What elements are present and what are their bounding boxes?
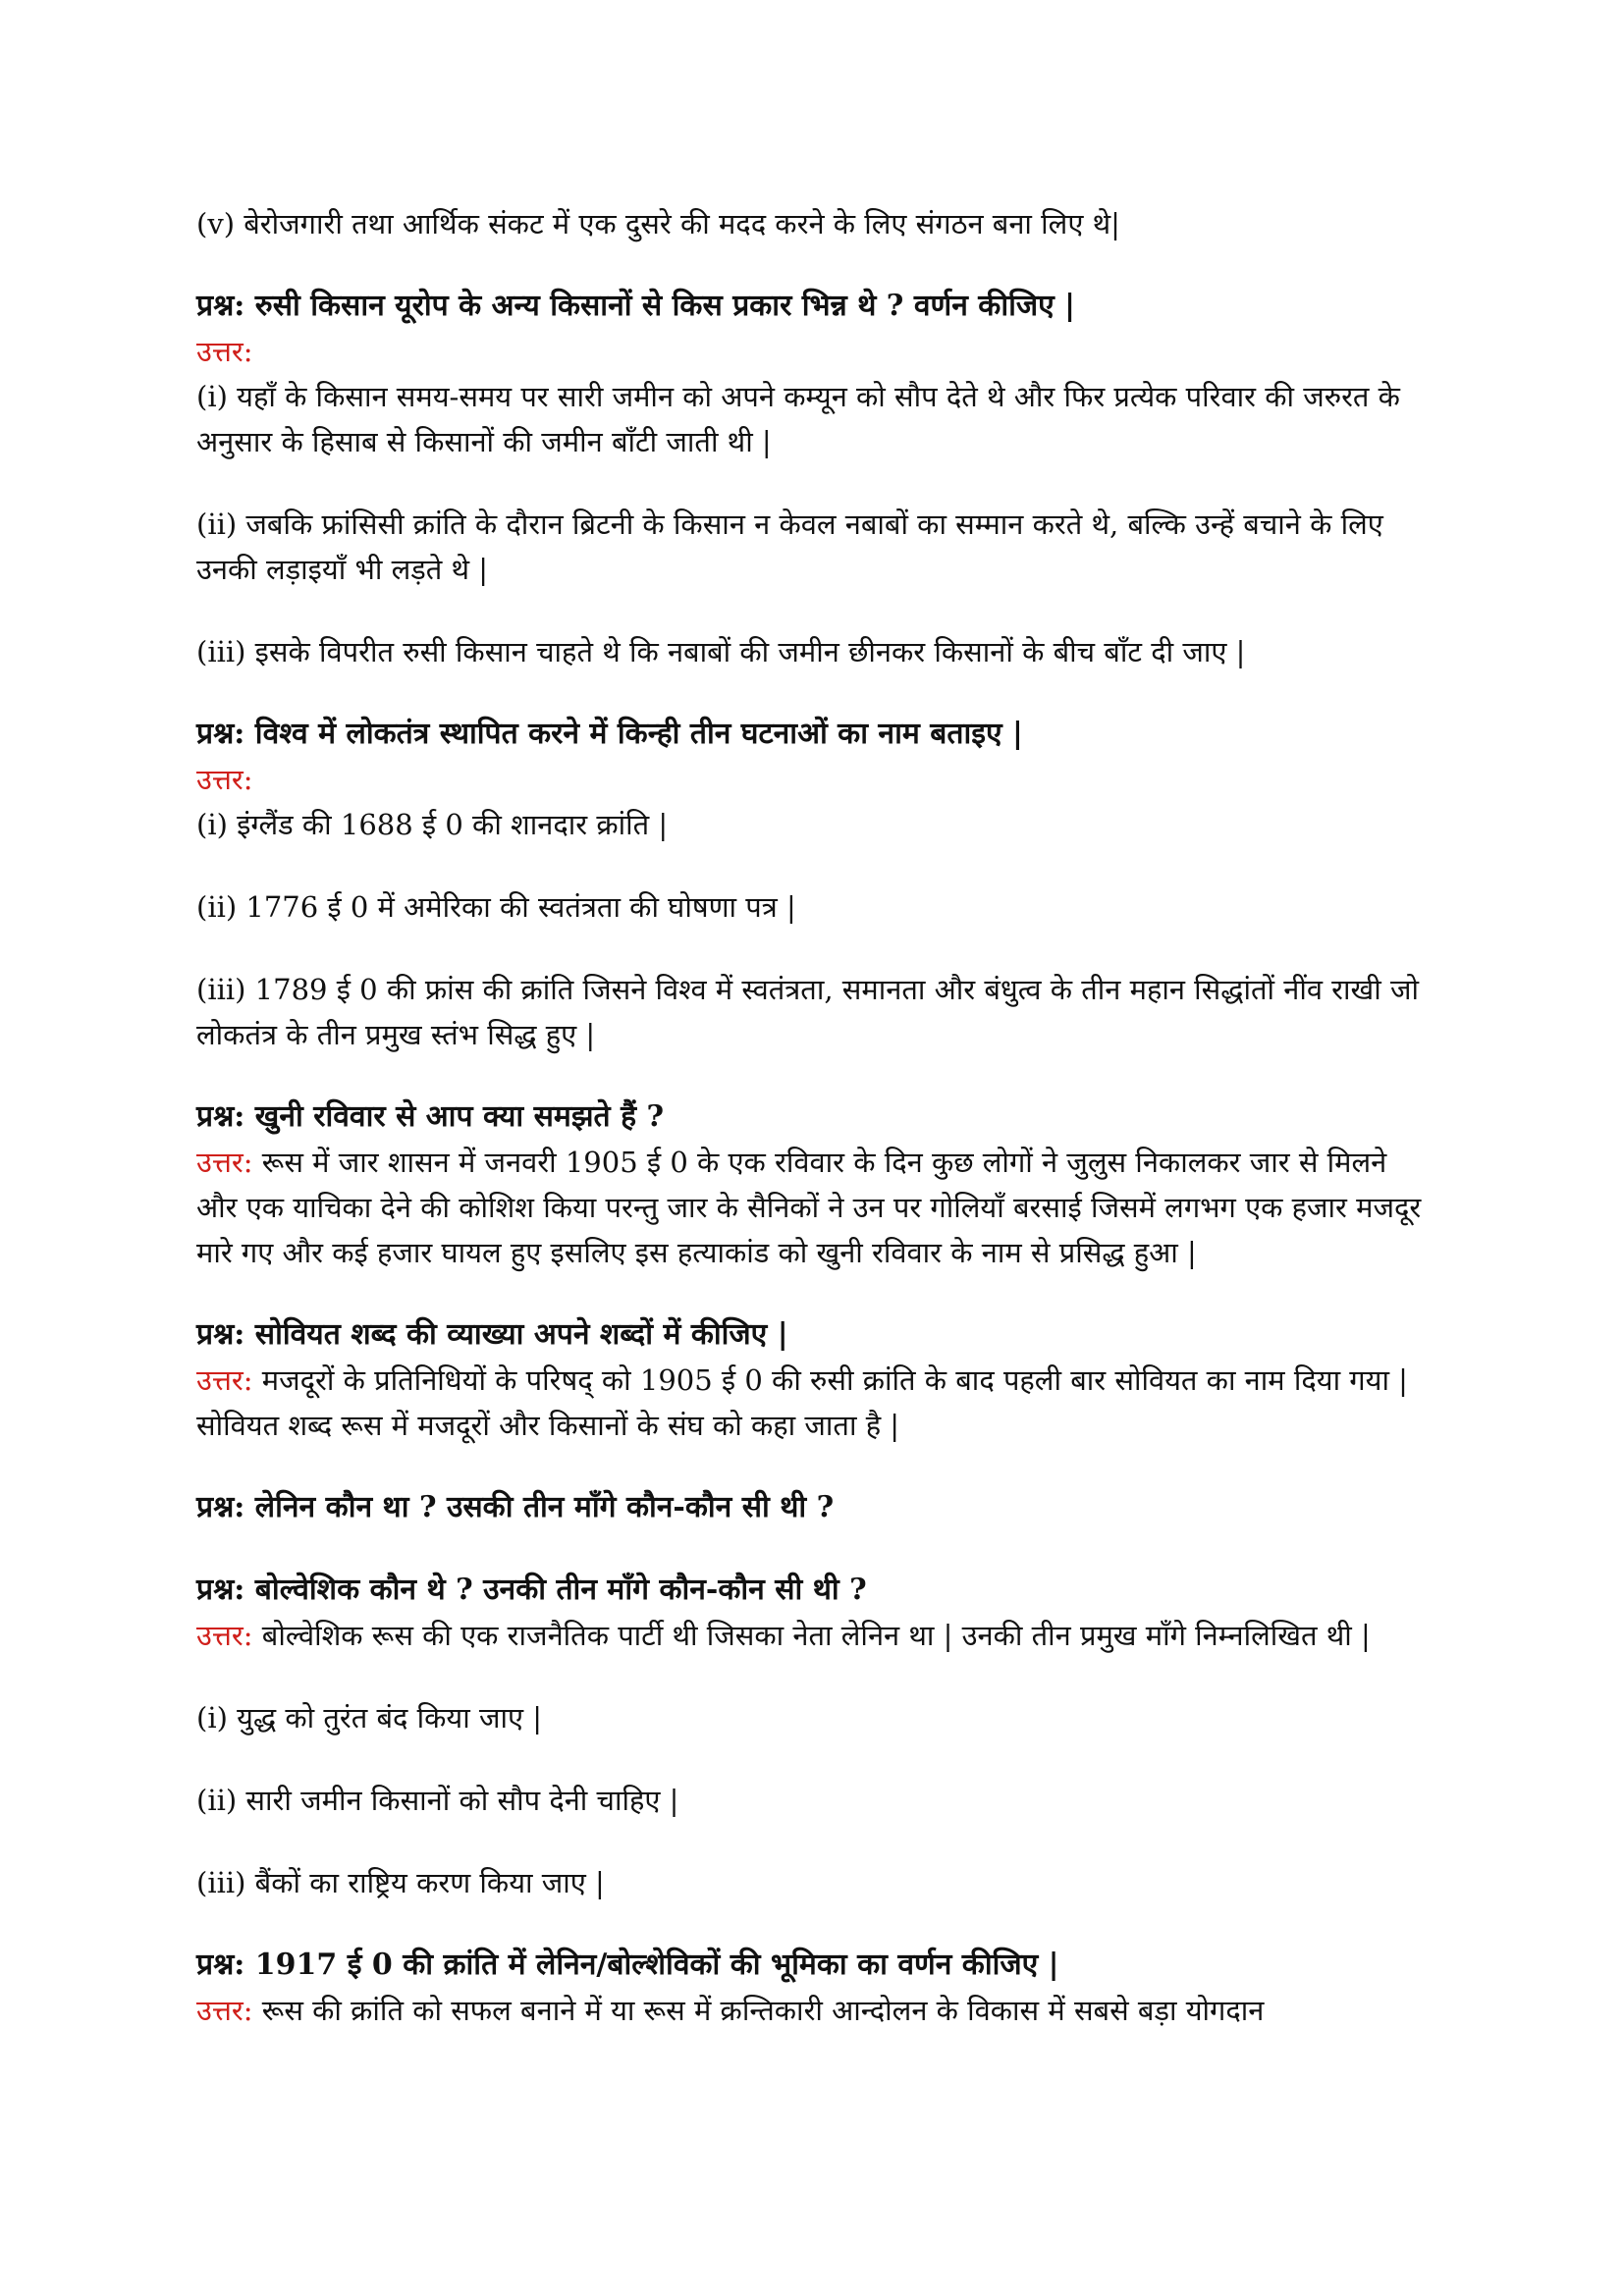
answer-1-point-3: (iii) इसके विपरीत रुसी किसान चाहते थे कि नबाबों की जमीन छीनकर किसानों के बीच बाँट दी जाए | <box>196 635 1246 668</box>
answer-1-point-2: (ii) जबकि फ्रांसिसी क्रांति के दौरान ब्रिटनी के किसान न केवल नबाबों का सम्मान करते थे, बल्कि उन्हें बचाने के लिए उनकी लड़ाइयाँ भी लड़ते थे | <box>196 507 1383 586</box>
qa-block-2 <box>196 712 1434 1057</box>
answer-label-1: उत्तर: <box>196 335 253 368</box>
answer-label-2: उत्तर: <box>196 763 253 796</box>
question-7: प्रश्न: 1917 ई 0 की क्रांति में लेनिन/बोल्शेविकों की भूमिका का वर्णन कीजिए | <box>196 1948 1059 1982</box>
question-5: प्रश्न: लेनिन कौन था ? उसकी तीन माँगे कौन-कौन सी थी ? <box>196 1490 835 1524</box>
answer-4-text: मजदूरों के प्रतिनिधियों के परिषद् को 1905 ई 0 की रुसी क्रांति के बाद पहली बार सोवियत का नाम दिया गया | सोवियत शब्द रूस में मजदूरों और किसानों के संघ को कहा जाता है | <box>196 1363 1408 1442</box>
question-4: प्रश्न: सोवियत शब्द की व्याख्या अपने शब्दों में कीजिए | <box>196 1317 788 1352</box>
answer-1-point-1: (i) यहाँ के किसान समय-समय पर सारी जमीन को अपने कम्यून को सौप देते थे और फिर प्रत्येक परिवार की जरुरत के अनुसार के हिसाब से किसानों की जमीन बाँटी जाती थी | <box>196 380 1400 458</box>
answer-7-text: रूस की क्रांति को सफल बनाने में या रूस में क्रन्तिकारी आन्दोलन के विकास में सबसे बड़ा योगदान <box>252 1994 1265 2027</box>
answer-6-point-1: (i) युद्ध को तुरंत बंद किया जाए | <box>196 1701 543 1735</box>
answer-6-point-2: (ii) सारी जमीन किसानों को सौप देनी चाहिए | <box>196 1784 679 1817</box>
intro-point: (v) बेरोजगारी तथा आर्थिक संकट में एक दुसरे की मदद करने के लिए संगठन बना लिए थे| <box>196 207 1120 240</box>
question-6: प्रश्न: बोल्वेशिक कौन थे ? उनकी तीन माँगे कौन-कौन सी थी ? <box>196 1573 867 1607</box>
answer-label-3: उत्तर: <box>196 1146 253 1179</box>
answer-6-text: बोल्वेशिक रूस की एक राजनैतिक पार्टी थी जिसका नेता लेनिन था | उनकी तीन प्रमुख माँगे निम्नलिखित थी | <box>252 1619 1371 1652</box>
document-page <box>196 201 1434 2033</box>
qa-block-5 <box>196 1485 1434 1530</box>
answer-3 <box>196 1140 1434 1275</box>
qa-block-4 <box>196 1312 1434 1448</box>
answer-3-text: रूस में जार शासन में जनवरी 1905 ई 0 के एक रविवार के दिन कुछ लोगों ने जुलुस निकालकर जार से मिलने और एक याचिका देने की कोशिश किया परन्तु जार के सैनिकों ने उन पर गोलियाँ बरसाई जिसमें लगभग एक हजार मजदूर मारे गए और कई हजार घायल हुए इसलिए इस हत्याकांड को खुनी रविवार के नाम से प्रसिद्ध हुआ | <box>196 1146 1422 1269</box>
answer-label-4: उत्तर: <box>196 1363 253 1397</box>
qa-block-7 <box>196 1943 1434 2033</box>
answer-2-point-2: (ii) 1776 ई 0 में अमेरिका की स्वतंत्रता की घोषणा पत्र | <box>196 890 796 924</box>
qa-block-3 <box>196 1095 1434 1275</box>
question-3: प्रश्न: खुनी रविवार से आप क्या समझते हैं ? <box>196 1099 665 1134</box>
answer-7 <box>196 1988 1434 2033</box>
answer-6-point-3: (iii) बैंकों का राष्ट्रिय करण किया जाए | <box>196 1866 605 1899</box>
answer-4 <box>196 1358 1434 1448</box>
answer-label-6: उत्तर: <box>196 1619 253 1652</box>
qa-block-6 <box>196 1568 1434 1905</box>
question-2: प्रश्न: विश्व में लोकतंत्र स्थापित करने में किन्ही तीन घटनाओं का नाम बताइए | <box>196 717 1023 751</box>
answer-2-point-1: (i) इंग्लैंड की 1688 ई 0 की शानदार क्रांति | <box>196 808 669 841</box>
answer-2-point-3: (iii) 1789 ई 0 की फ्रांस की क्रांति जिसने विश्व में स्वतंत्रता, समानता और बंधुत्व के तीन महान सिद्धांतों नींव राखी जो लोकतंत्र के तीन प्रमुख स्तंभ सिद्ध हुए | <box>196 973 1420 1051</box>
question-1: प्रश्न: रुसी किसान यूरोप के अन्य किसानों से किस प्रकार भिन्न थे ? वर्णन कीजिए | <box>196 289 1076 323</box>
answer-6 <box>196 1613 1434 1658</box>
qa-block-1 <box>196 284 1434 674</box>
answer-label-7: उत्तर: <box>196 1994 253 2027</box>
